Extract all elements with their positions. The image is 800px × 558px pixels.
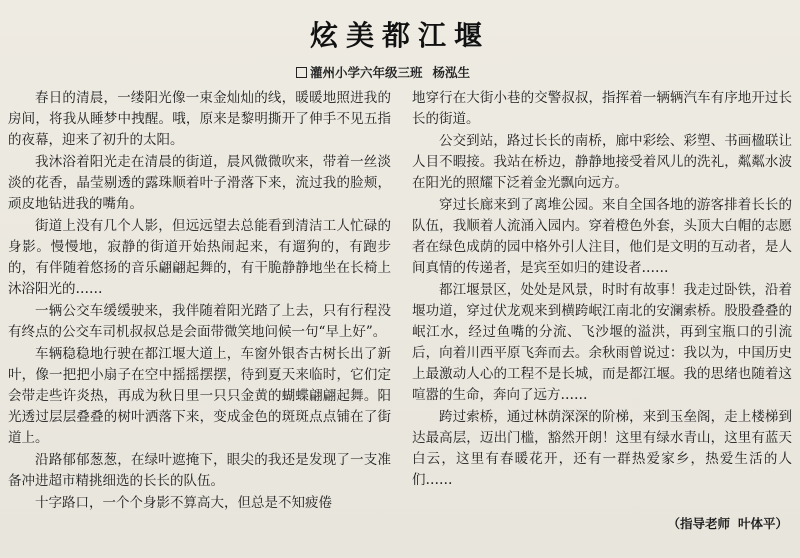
paragraph: 十字路口，一个个身影不算高大，但总是不知疲倦 [35,495,332,511]
paragraph: 春日的清晨，一缕阳光像一束金灿灿的线，暖暖地照进我的房间，将我从睡梦中拽醒。哦，原来是黎明撕开了伸手不见五指的夜幕，迎来了初升的太阳。 [8,90,391,148]
square-icon [296,67,307,78]
byline [296,63,470,81]
byline-author: 杨泓生 [432,65,471,80]
right-column [412,88,792,528]
teacher-credit [667,514,788,532]
paragraph: 公交到站，路过长长的南桥，廊中彩绘、彩塑、书画楹联让人目不暇接。我站在桥边，静静地接受着风儿的洗礼，粼粼水波在阳光的照耀下泛着金光飘向远方。 [412,133,792,191]
paragraph: 车辆稳稳地行驶在都江堰大道上，车窗外银杏古树长出了新叶，像一把把小扇子在空中摇摇摆摆，待到夏天来临时，它们定会带走些许炎热，再成为秋日里一只只金黄的蝴蝶翩翩起舞。阳光透过层层叠叠的树叶洒落下来，变成金色的斑斑点点铺在了街道上。 [8,346,391,446]
teacher-label: （指导老师 [667,516,730,531]
paragraph: 都江堰景区，处处是风景，时时有故事！我走过卧铁，沿着堰功道，穿过伏龙观来到横跨岷江南北的安澜索桥。股股叠叠的岷江水，经过鱼嘴的分流、飞沙堰的溢洪，再到宝瓶口的引流后，向着川西平原飞奔而去。余秋雨曾说过：我以为，中国历史上最激动人心的工程不是长城，而是都江堰。我的思绪也随着这喧嚣的生命，奔向了远方…… [412,282,792,403]
paragraph: 我沐浴着阳光走在清晨的街道，晨风微微吹来，带着一丝淡淡的花香，晶莹剔透的露珠顺着叶子滑落下来，流过我的脸颊，顽皮地钻进我的嘴角。 [8,154,391,212]
paragraph: 跨过索桥，通过林荫深深的阶梯，来到玉垒阁，走上楼梯到达最高层，迈出门槛，豁然开朗！这里有绿水青山，这里有蓝天白云，这里有春暖花开，还有一群热爱家乡，热爱生活的人们…… [412,409,792,488]
left-column [8,88,391,543]
byline-school-class: 灌州小学六年级三班 [310,65,423,80]
paragraph-continued: 地穿行在大街小巷的交警叔叔，指挥着一辆辆汽车有序地开过长长的街道。 [412,90,792,127]
teacher-name: 叶体平） [737,516,788,531]
paragraph: 穿过长廊来到了离堆公园。来自全国各地的游客排着长长的队伍，我顺着人流涌入园内。穿着橙色外套，头顶大白帽的志愿者在绿色成荫的园中格外引人注目，他们是文明的互动者，是人间真情的传递者，是宾至如归的建设者…… [412,197,792,276]
paragraph: 沿路郁郁葱葱，在绿叶遮掩下，眼尖的我还是发现了一支准备冲进超市精挑细选的长长的队伍。 [8,452,391,489]
paragraph: 街道上没有几个人影，但远远望去总能看到清洁工人忙碌的身影。慢慢地，寂静的街道开始热闹起来，有遛狗的，有跑步的，有伴随着悠扬的音乐翩翩起舞的，有干脆静静地坐在长椅上沐浴阳光的…… [8,218,391,297]
paragraph: 一辆公交车缓缓驶来，我伴随着阳光踏了上去，只有行程没有终点的公交车司机叔叔总是会面带微笑地问候一句“早上好”。 [8,303,391,340]
article-title: 炫美都江堰 [309,19,490,52]
